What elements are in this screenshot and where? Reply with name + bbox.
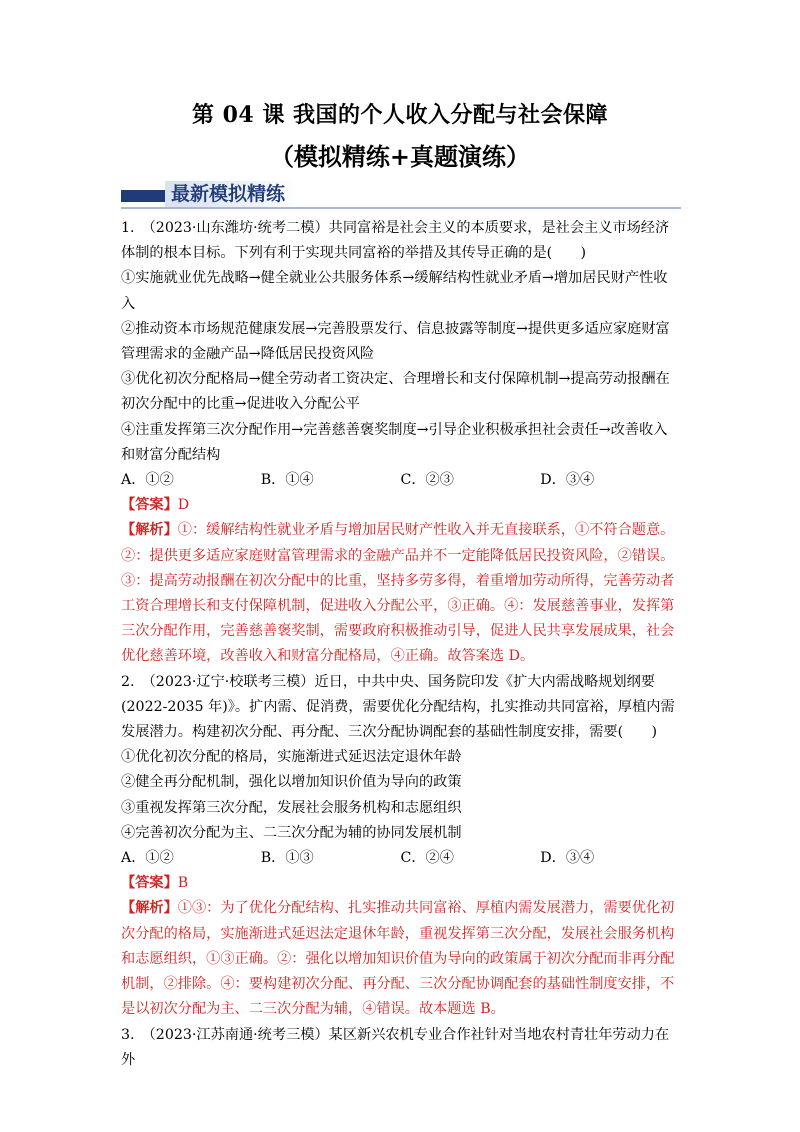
question-options [121, 846, 680, 871]
option-a: A．①② [121, 472, 174, 489]
option-b: B．①④ [260, 472, 314, 489]
question-item: ②健全再分配机制，强化以增加知识价值为导向的政策 [121, 774, 462, 791]
question-options [121, 468, 680, 493]
question-stem: 3. （2023·江苏南通·统考三模）某区新兴农机专业合作社针对当地农村青壮年劳动力在外 [121, 1026, 670, 1068]
answer-line [121, 493, 680, 518]
question-1 [121, 216, 680, 670]
option-d: D．③④ [540, 850, 595, 867]
question-item: ①实施就业优先战略→健全就业公共服务体系→缓解结构性就业矛盾→增加居民财产性收入 [121, 270, 668, 312]
section-header [121, 181, 681, 209]
question-item: ③重视发挥第三次分配，发展社会服务机构和志愿组织 [121, 799, 462, 816]
question-stem: 1. （2023·山东潍坊·统考二模）共同富裕是社会主义的本质要求，是社会主义市场经济体制的根本目标。下列有利于实现共同富裕的举措及其传导正确的是( ) [121, 220, 670, 262]
page-title: 第 04 课 我国的个人收入分配与社会保障 [191, 102, 609, 128]
option-c: C．②④ [400, 850, 454, 867]
answer-tag: 【答案】 [121, 875, 178, 892]
answer-value: B [177, 875, 189, 892]
page-subtitle: （模拟精练+真题演练） [269, 142, 531, 171]
option-c: C．②③ [400, 472, 454, 489]
answer-line [121, 871, 680, 896]
answer-value: D [177, 497, 190, 514]
analysis-tag: 【解析】 [121, 522, 178, 539]
question-item: ④注重发挥第三次分配作用→完善慈善褒奖制度→引导企业积极承担社会责任→改善收入和财富分配结构 [121, 421, 668, 463]
option-d: D．③④ [540, 472, 595, 489]
question-item: ①优化初次分配的格局，实施渐进式延迟法定退休年龄 [121, 749, 462, 766]
answer-tag: 【答案】 [121, 497, 178, 514]
analysis-paragraph [121, 518, 680, 669]
analysis-text: ①③：为了优化分配结构、扎实推动共同富裕、厚植内需发展潜力，需要优化初次分配的格局，实施渐进式延迟法定退休年龄，重视发挥第三次分配，发展社会服务机构和志愿组织，①③正确。②：强化以增加知识价值为导向的政策属于初次分配而非再分配机制，②排除。④：要构建初次分配、再分配、三次分配协调配套的基础性制度安排，不是以初次分配为主、二三次分配为辅，④错误。故本题选 B。 [121, 900, 675, 1018]
analysis-text: ①：缓解结构性就业矛盾与增加居民财产性收入并无直接联系，①不符合题意。②：提供更多适应家庭财富管理需求的金融产品并不一定能降低居民投资风险，②错误。③：提高劳动报酬在初次分配中的比重，坚持多劳多得，着重增加劳动所得，完善劳动者工资合理增长和支付保障机制，促进收入分配公平，③正确。④：发展慈善事业，发挥第三次分配作用，完善慈善褒奖制，需要政府积极推动引导，促进人民共享发展成果，社会优化慈善环境，改善收入和财富分配格局，④正确。故答案选 D。 [121, 522, 675, 665]
question-item: ④完善初次分配为主、二三次分配为辅的协同发展机制 [121, 824, 462, 841]
section-header-label: 最新模拟精练 [165, 181, 299, 207]
section-header-band [121, 190, 169, 202]
analysis-paragraph [121, 896, 680, 1022]
question-stem: 2. （2023·辽宁·校联考三模）近日，中共中央、国务院印发《扩大内需战略规划纲要(2022-2035 年)》。扩内需、促消费，需要优化分配结构，扎实推动共同富裕，厚植内需发展潜力。构建初次分配、再分配、三次分配协调配套的基础性制度安排，需要( ) [121, 673, 675, 741]
question-item: ③优化初次分配格局→健全劳动者工资决定、合理增长和支付保障机制→提高劳动报酬在初次分配中的比重→促进收入分配公平 [121, 371, 670, 413]
question-3 [121, 1023, 680, 1073]
analysis-tag: 【解析】 [121, 900, 178, 917]
question-item: ②推动资本市场规范健康发展→完善股票发行、信息披露等制度→提供更多适应家庭财富管理需求的金融产品→降低居民投资风险 [121, 320, 670, 363]
question-2 [121, 670, 680, 1023]
option-b: B．①③ [260, 850, 314, 867]
section-header-rule [121, 207, 681, 209]
option-a: A．①② [121, 850, 174, 867]
question-list [121, 216, 680, 1073]
